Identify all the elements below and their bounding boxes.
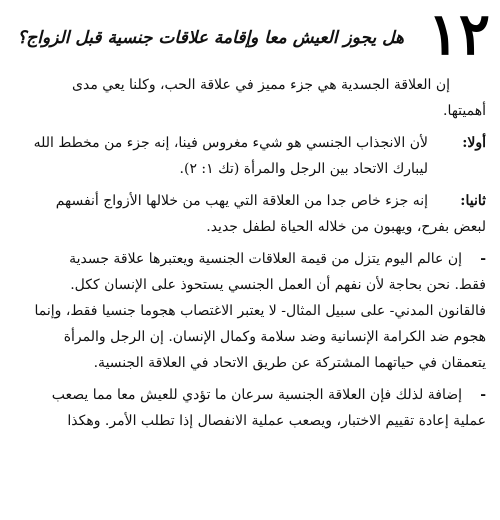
intro-line: أهميتها. xyxy=(443,103,486,119)
dash-paragraph-2 xyxy=(14,382,486,434)
dash-marker: - xyxy=(480,387,486,403)
second-line: لبعض بفرح، ويهبون من خلاله الحياة لطفل جديد. xyxy=(206,219,486,235)
page-body xyxy=(14,72,486,434)
dash-paragraph-1 xyxy=(14,246,486,376)
intro-paragraph xyxy=(14,72,486,124)
dash-marker: - xyxy=(480,251,486,267)
chapter-title: هل يجوز العيش معا وإقامة علاقات جنسية قبل الزواج؟ xyxy=(17,28,404,48)
second-line: إنه جزء خاص جدا من العلاقة التي يهب من خلالها الأزواج أنفسهم xyxy=(55,193,428,209)
paragraph-line: فقط. نحن بحاجة لأن نفهم أن العمل الجنسي يستحوذ على الإنسان ككل. xyxy=(70,277,486,293)
intro-line: إن العلاقة الجسدية هي جزء مميز في علاقة الحب، وكلنا يعي مدى xyxy=(72,77,450,93)
second-reason xyxy=(14,188,486,240)
paragraph-line: إضافة لذلك فإن العلاقة الجنسية سرعان ما تؤدي للعيش معا مما يصعب xyxy=(51,387,462,403)
paragraph-line: هجوم ضد الكرامة الإنسانية وضد سلامة وكمال الإنسان. إن الرجل والمرأة xyxy=(63,329,486,345)
paragraph-line: إن عالم اليوم يتزل من قيمة العلاقات الجنسية ويعتبرها علاقة جسدية xyxy=(69,251,462,267)
paragraph-line: يتعمقان في حياتهما المشتركة عن طريق الاتحاد في العلاقة الجنسية. xyxy=(93,355,486,371)
chapter-number: ١٢ xyxy=(427,0,490,68)
second-label: ثانيا: xyxy=(460,193,486,209)
paragraph-line: فالقانون المدني- على سبيل المثال- لا يعتبر الاغتصاب هجوما جنسيا فقط، وإنما xyxy=(34,303,486,319)
first-line: لأن الانجذاب الجنسي هو شيء مغروس فينا، إنه جزء من مخطط الله xyxy=(33,135,428,151)
paragraph-line: عملية إعادة تقييم الاختبار، ويصعب عملية الانفصال إذا تطلب الأمر. وهكذا xyxy=(67,413,486,429)
first-label: أولا: xyxy=(462,135,486,151)
first-line: ليبارك الاتحاد بين الرجل والمرأة (تك ١: ٢). xyxy=(179,161,428,177)
first-reason xyxy=(14,130,486,182)
